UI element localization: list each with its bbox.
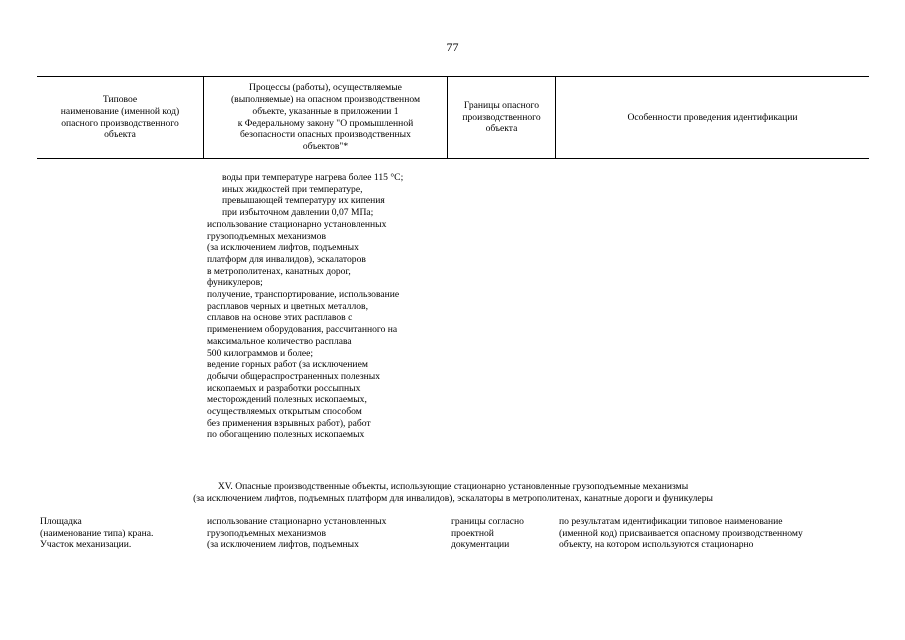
text-line: использование стационарно установленных [207,516,387,527]
text-line: Площадка [40,516,82,527]
text-line: платформ для инвалидов), эскалаторов [207,253,366,265]
text-line: (за исключением лифтов, подъемных [207,242,359,254]
text-line: ископаемых и разработки россыпных [207,382,361,394]
text-line: при избыточном давлении 0,07 МПа; [222,207,374,219]
text-line: Участок механизации. [40,539,132,551]
text-line: (именной код) присваивается опасному производственному [559,527,803,539]
text-line: 500 килограммов и более; [207,347,314,359]
text-line: по результатам идентификации типовое наименование [559,516,783,527]
section-heading [37,481,869,504]
section-heading-line-1: XV. Опасные производственные объекты, использующие стационарно установленные грузоподъемные механизмы [217,481,689,492]
text-line: без применения взрывных работ), работ [207,417,371,429]
row-col-boundaries [451,516,524,551]
section-heading-line-2: (за исключением лифтов, подъемных платформ для инвалидов), эскалаторы в метрополитенах, канатные дороги и фуникулеры [193,492,713,504]
row-col-object-name [40,516,153,551]
text-line: расплавов черных и цветных металлов, [207,300,368,312]
header-label-processes: Процессы (работы), осуществляемые (выполняемые) на опасном производственном объекте, указанные в приложении 1 к Федеральному закону "О промышленной безопасности опасных производственных объектов"* [230,82,421,152]
text-line: максимальное количество расплава [207,335,352,347]
text-line: в метрополитенах, канатных дорог, [207,265,351,277]
text-line: сплавов на основе этих расплавов с [207,312,353,324]
text-line: по обогащению полезных ископаемых [207,429,365,441]
header-label-object-name: Типовое наименование (именной код) опасного производственного объекта [60,94,180,141]
text-line: получение, транспортирование, использование [207,289,400,301]
page-number: 77 [446,40,459,54]
text-line: превышающей температуру их кипения [222,195,385,207]
header-cell-processes [204,77,447,158]
header-label-boundaries: Границы опасного производственного объекта [462,99,541,135]
text-line: ведение горных работ (за исключением [207,359,368,371]
text-line: (наименование типа) крана. [40,527,154,539]
text-line: грузоподъемных механизмов [207,230,326,242]
text-line: использование стационарно установленных [207,218,387,230]
text-line: воды при температуре нагрева более 115 °C; [222,172,404,183]
text-line: осуществляемых открытым способом [207,406,362,418]
text-line: применением оборудования, рассчитанного на [207,324,398,336]
row-col-identification [559,516,803,551]
row-col-processes [207,516,386,551]
text-line: фуникулеров; [207,277,263,289]
text-line: (за исключением лифтов, подъемных [207,539,359,551]
header-cell-object-name [37,77,203,158]
text-line: документации [451,539,510,551]
text-line: иных жидкостей при температуре, [222,183,363,195]
header-cell-boundaries [448,77,555,158]
table-header-bottom-border [37,158,869,159]
header-label-identification: Особенности проведения идентификации [627,111,798,123]
text-line: грузоподъемных механизмов [207,527,326,539]
text-line: месторождений полезных ископаемых, [207,394,367,406]
text-line: добычи общераспространенных полезных [207,370,381,382]
text-line: границы согласно [451,516,524,527]
header-cell-identification [556,77,869,158]
text-line: проектной [451,527,494,539]
text-line: объекту, на котором используются стационарно [559,539,754,551]
processes-continuation [207,172,403,441]
